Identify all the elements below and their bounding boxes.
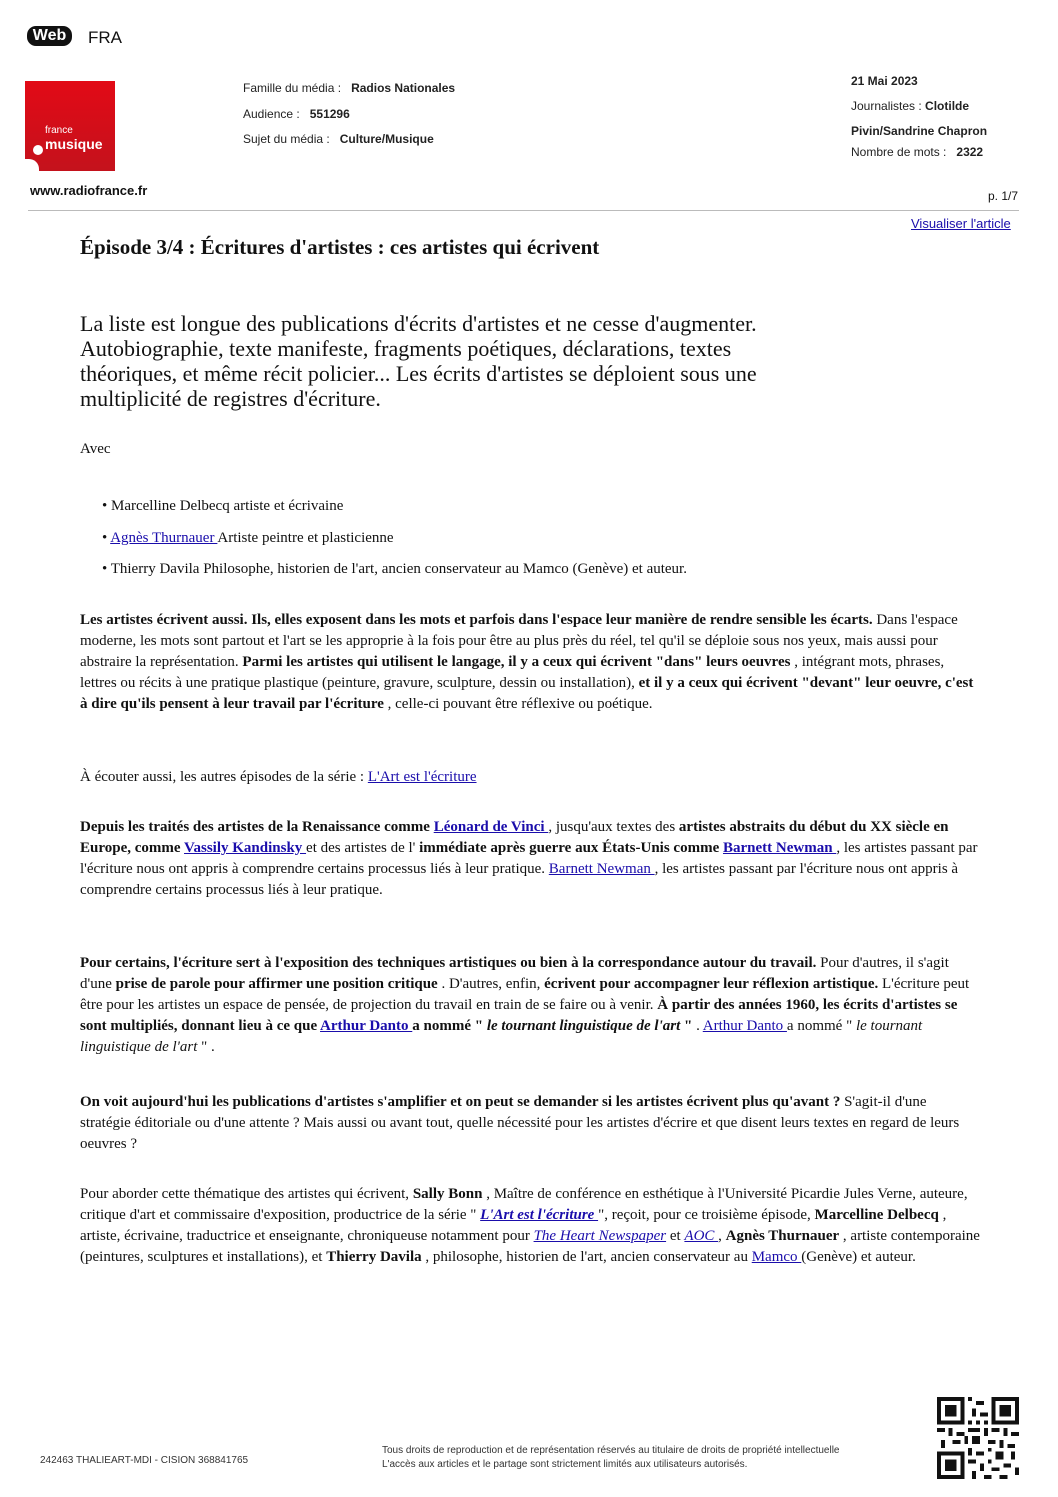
p6-bold-sally-bonn: Sally Bonn	[412, 1186, 483, 1202]
link-series-2[interactable]: L'Art est l'écriture	[480, 1207, 599, 1223]
p1-text-2: , intégrant mots, phrases, lettres ou récits à une pratique plastique (peinture, gravure, sculpture, dessin ou installation),	[80, 654, 945, 691]
p3-bold-3: immédiate après guerre aux États-Unis comme	[419, 840, 723, 856]
link-leonard-de-vinci[interactable]: Léonard de Vinci	[433, 819, 549, 835]
footer-rights	[382, 1444, 840, 1472]
p1-text-1: Dans l'espace moderne, les mots sont partout et l'art se les approprie à la fois pour être au plus près du réel, tel qu'il se déploie sous nos yeux, mais aussi pour abstraire la représentation.	[80, 612, 958, 670]
guest-item: • Marcelline Delbecq artiste et écrivaine	[102, 498, 344, 514]
avec-label: Avec	[80, 441, 111, 457]
link-vassily-kandinsky[interactable]: Vassily Kandinsky	[184, 840, 307, 856]
p4-text-6: " .	[197, 1039, 215, 1055]
france-musique-logo	[25, 81, 115, 171]
p4-text-4: .	[692, 1018, 703, 1034]
article-lead: La liste est longue des publications d'écrits d'artistes et ne cesse d'augmenter. Autobiographie, texte manifeste, fragments poétiques, déclarations, textes théoriques, et même récit policier... Les écrits d'artistes se déploient sous une multiplicité de registres d'écriture.	[80, 311, 757, 411]
p4-text-3: L'écriture peut être pour les artistes un espace de pensée, de projection du travail en train de se faire ou à venir.	[80, 976, 970, 1013]
link-mamco[interactable]: Mamco	[751, 1249, 802, 1265]
word-count-label: Nombre de mots :	[851, 145, 947, 159]
article-title: Épisode 3/4 : Écritures d'artistes : ces artistes qui écrivent	[80, 235, 600, 259]
paragraph-5	[80, 1092, 980, 1155]
word-count	[851, 145, 983, 159]
web-badge: Web	[27, 26, 72, 46]
footer-rights-line-1: Tous droits de reproduction et de représentation réservés au titulaire de droits de propriété intellectuelle	[382, 1445, 840, 1456]
p4-bold-4: À partir des années 1960, les écrits d'artistes se sont multipliés, donnant lieu à ce que	[80, 997, 958, 1034]
p6-text-9: (Genève) et auteur.	[801, 1249, 916, 1265]
p3-text-3: , les artistes passant par l'écriture nous ont appris à comprendre certains processus liés à leur pratique.	[80, 840, 978, 877]
logo-line-1: france	[45, 125, 73, 136]
word-count-value: 2322	[956, 145, 984, 159]
paragraph-4	[80, 953, 980, 1058]
meta-subject-label: Sujet du média :	[243, 132, 330, 146]
logo-line-2: musique	[45, 136, 103, 152]
page-number: p. 1/7	[988, 189, 1019, 203]
p3-bold-1: Depuis les traités des artistes de la Renaissance comme	[80, 819, 434, 835]
paragraph-3	[80, 817, 980, 901]
header-divider	[28, 210, 1019, 211]
language-label: FRA	[88, 28, 122, 47]
logo-dot-shape	[33, 145, 43, 155]
p4-text-2: . D'autres, enfin,	[437, 976, 545, 992]
p6-text-7: , artiste contemporaine (peintures, sculptures et installations), et	[80, 1228, 980, 1265]
meta-audience	[243, 107, 350, 121]
guest-link-agnes-thurnauer[interactable]: Agnès Thurnauer	[110, 530, 218, 546]
p6-text-1: Pour aborder cette thématique des artistes qui écrivent,	[80, 1186, 413, 1202]
journalists	[851, 99, 969, 113]
meta-audience-label: Audience :	[243, 107, 300, 121]
p6-text-4: , artiste, écrivaine, traductrice et enseignante, chroniqueuse notamment pour	[80, 1207, 947, 1244]
p6-bold-thierry: Thierry Davila	[326, 1249, 422, 1265]
paragraph-1	[80, 610, 980, 715]
link-arthur-danto-2[interactable]: Arthur Danto	[702, 1018, 787, 1034]
link-barnett-newman-2[interactable]: Barnett Newman	[548, 861, 655, 877]
guest-description: Artiste peintre et plasticienne	[217, 530, 394, 546]
p4-bold-1: Pour certains, l'écriture sert à l'exposition des techniques artistiques ou bien à la correspondance autour du travail.	[80, 955, 817, 971]
site-url: www.radiofrance.fr	[30, 183, 148, 198]
logo-wave-shape	[25, 159, 39, 171]
footer-id: 242463 THALIEART-MDI - CISION 368841765	[40, 1455, 249, 1466]
publication-date: 21 Mai 2023	[851, 74, 918, 88]
guest-bullet: •	[102, 530, 111, 546]
journalists-value-1: Clotilde	[925, 99, 970, 113]
meta-subject-value: Culture/Musique	[339, 132, 434, 146]
p3-bold-2: artistes abstraits du début du XX siècle en Europe, comme	[80, 819, 949, 856]
p6-text-5: et	[666, 1228, 685, 1244]
qr-code-icon	[937, 1397, 1019, 1479]
p1-bold-2: Parmi les artistes qui utilisent le langage, il y a ceux qui écrivent "dans" leurs oeuvres	[242, 654, 791, 670]
meta-family	[243, 81, 455, 95]
p4-text-1: Pour d'autres, il s'agit d'une	[80, 955, 949, 992]
p6-text-8: , philosophe, historien de l'art, ancien conservateur au	[421, 1249, 752, 1265]
p5-bold: On voit aujourd'hui les publications d'artistes s'amplifier et on peut se demander si les artistes écrivent plus qu'avant ?	[80, 1094, 841, 1110]
meta-audience-value: 551296	[309, 107, 350, 121]
link-arthur-danto[interactable]: Arthur Danto	[320, 1018, 413, 1034]
p6-text-6: ,	[718, 1228, 726, 1244]
meta-subject	[243, 132, 434, 146]
p4-bold-3: écrivent pour accompagner leur réflexion artistique.	[544, 976, 879, 992]
p1-bold-3: et il y a ceux qui écrivent "devant" leur oeuvre, c'est à dire qu'ils pensent à leur travail par l'écriture	[80, 675, 974, 712]
p5-text: S'agit-il d'une stratégie éditoriale ou d'une attente ? Mais aussi ou avant tout, quelle nécessité pour les artistes d'écrire et que disent leurs textes en regard de leurs oeuvres ?	[80, 1094, 960, 1152]
p4-bold-2: prise de parole pour affirmer une position critique	[115, 976, 438, 992]
p4-bold-5: a nommé "	[412, 1018, 487, 1034]
link-the-heart-newspaper[interactable]: The Heart Newspaper	[533, 1228, 667, 1244]
series-link[interactable]: L'Art est l'écriture	[367, 769, 477, 785]
p4-bold-italic: le tournant linguistique de l'art	[486, 1018, 681, 1034]
meta-family-label: Famille du média :	[243, 81, 342, 95]
p6-text-3: ", reçoit, pour ce troisième épisode,	[598, 1207, 815, 1223]
meta-family-value: Radios Nationales	[351, 81, 456, 95]
p1-text-3: , celle-ci pouvant être réflexive ou poétique.	[383, 696, 653, 712]
p4-italic: le tournant linguistique de l'art	[80, 1018, 923, 1055]
journalists-value-2: Pivin/Sandrine Chapron	[851, 124, 988, 138]
guest-item	[102, 528, 394, 549]
link-barnett-newman[interactable]: Barnett Newman	[722, 840, 837, 856]
p6-bold-marcelline: Marcelline Delbecq	[814, 1207, 939, 1223]
p4-bold-6: "	[680, 1018, 693, 1034]
p6-text-2: , Maître de conférence en esthétique à l'Université Picardie Jules Verne, auteure, critique d'art et commissaire d'exposition, productrice de la série "	[80, 1186, 968, 1223]
p1-bold-1: Les artistes écrivent aussi. Ils, elles exposent dans les mots et parfois dans l'espace leur manière de rendre sensible les écarts.	[80, 612, 873, 628]
p3-text-4: , les artistes passant par l'écriture nous ont appris à comprendre certains processus liés à leur pratique.	[80, 861, 959, 898]
paragraph-6	[80, 1184, 980, 1268]
footer-rights-line-2: L'accès aux articles et le partage sont strictement limités aux utilisateurs autorisés.	[382, 1459, 748, 1470]
link-aoc[interactable]: AOC	[684, 1228, 719, 1244]
journalists-label: Journalistes :	[851, 99, 922, 113]
p2-text: À écouter aussi, les autres épisodes de la série :	[80, 769, 368, 785]
p4-text-5: a nommé "	[786, 1018, 856, 1034]
p3-text-2: et des artistes de l'	[306, 840, 420, 856]
p6-bold-agnes: Agnès Thurnauer	[725, 1228, 840, 1244]
p3-text-1: , jusqu'aux textes des	[548, 819, 679, 835]
paragraph-2	[80, 767, 980, 788]
view-article-link[interactable]: Visualiser l'article	[911, 216, 1011, 231]
guest-item: • Thierry Davila Philosophe, historien de l'art, ancien conservateur au Mamco (Genève) et auteur.	[102, 561, 687, 577]
